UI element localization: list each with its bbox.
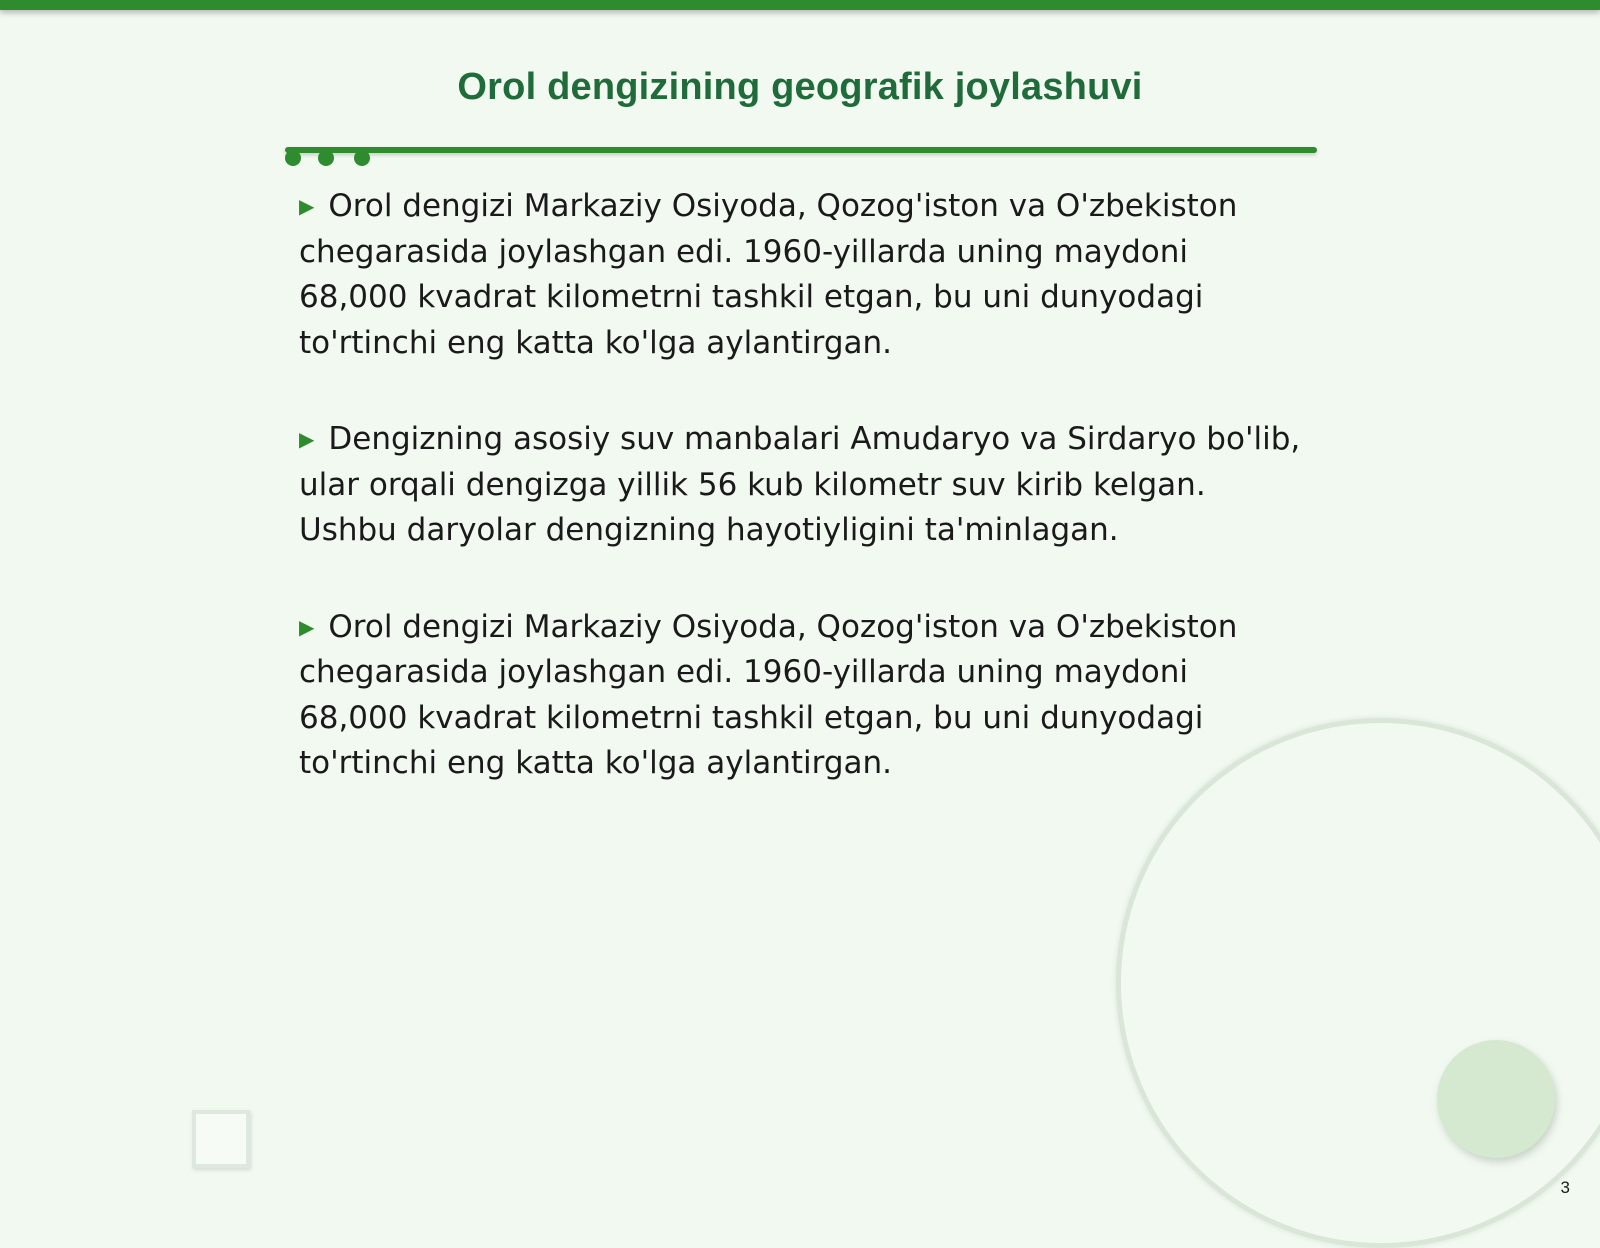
bullet-text: Dengizning asosiy suv manbalari Amudaryo va Sirdaryo bo'lib, ular orqali dengizga yillik 56 kub kilometr suv kirib kelgan. Ushbu daryolar dengizning hayotiyligini ta'minlagan.	[299, 421, 1301, 548]
decorative-square	[192, 1110, 250, 1168]
underline-dot-1	[285, 150, 301, 166]
top-accent-bar	[0, 0, 1600, 10]
bullet-list	[299, 184, 1304, 838]
title-underline	[285, 147, 1317, 153]
slide-title: Orol dengizining geografik joylashuvi	[457, 66, 1143, 108]
bullet-item	[299, 184, 1304, 366]
triangle-bullet-icon: ▶	[299, 614, 315, 639]
bullet-text: Orol dengizi Markaziy Osiyoda, Qozog'iston va O'zbekiston chegarasida joylashgan edi. 1960-yillarda uning maydoni 68,000 kvadrat kilometrni tashkil etgan, bu uni dunyodagi to'rtinchi eng katta ko'lga aylantirgan.	[299, 608, 1238, 781]
underline-dot-3	[354, 150, 370, 166]
bullet-item	[299, 605, 1304, 787]
bullet-text: Orol dengizi Markaziy Osiyoda, Qozog'iston va O'zbekiston chegarasida joylashgan edi. 1960-yillarda uning maydoni 68,000 kvadrat kilometrni tashkil etgan, bu uni dunyodagi to'rtinchi eng katta ko'lga aylantirgan.	[299, 188, 1238, 361]
page-number: 3	[1560, 1178, 1570, 1197]
triangle-bullet-icon: ▶	[299, 194, 315, 218]
decorative-circle	[1437, 1040, 1555, 1158]
bullet-item	[299, 417, 1304, 554]
underline-dot-2	[318, 150, 334, 166]
triangle-bullet-icon: ▶	[299, 427, 315, 451]
